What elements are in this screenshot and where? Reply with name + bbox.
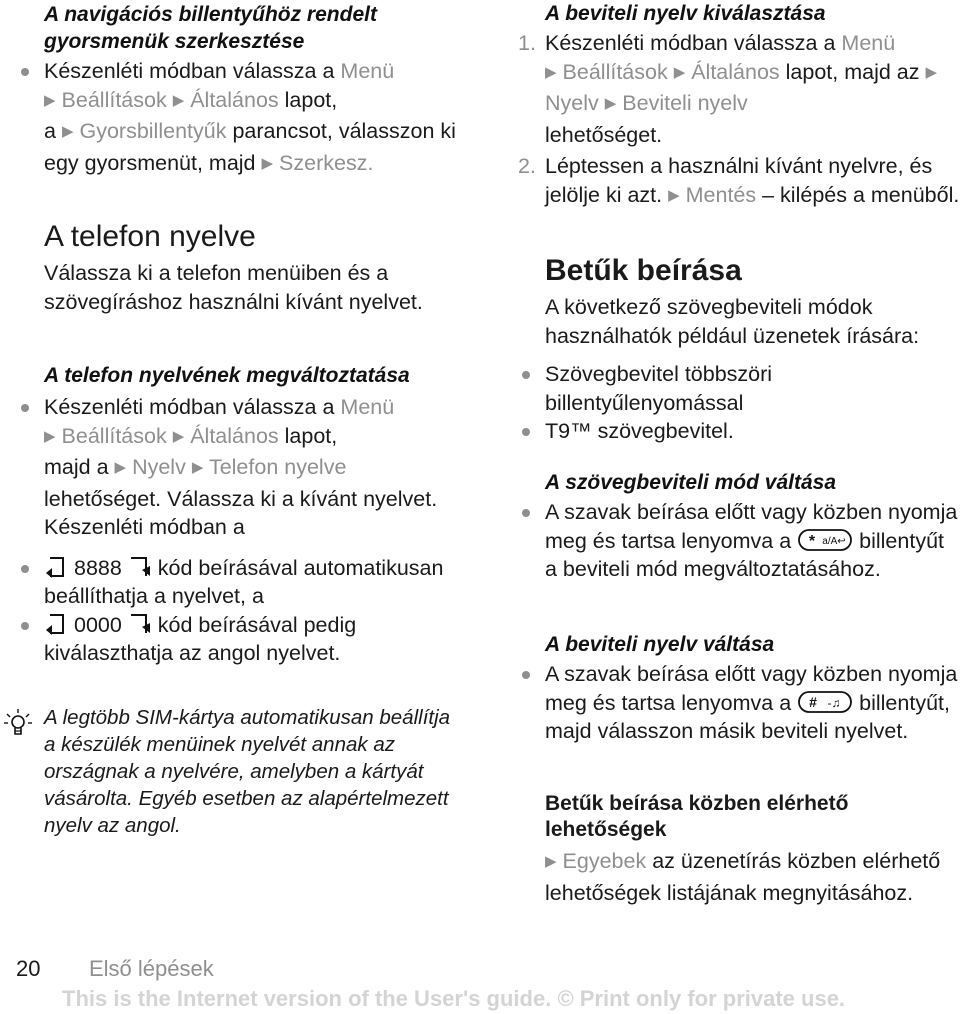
language-switch-list [545, 660, 960, 746]
standby-text: Készenléti módban a [44, 515, 245, 539]
list-item [545, 498, 960, 584]
arrow-right-icon: ▶ [44, 427, 56, 445]
mode-switch-heading: A szövegbeviteli mód váltása [545, 471, 836, 494]
menu-link: Mentés [685, 182, 757, 207]
list-item [44, 554, 474, 611]
menu-link: Menü [841, 31, 896, 55]
arrow-right-icon: ▶ [668, 186, 680, 204]
svg-text:*: * [809, 532, 816, 550]
svg-text:-♫: -♫ [827, 695, 841, 710]
arrow-right-icon: ▶ [925, 63, 938, 81]
text: Készenléti módban válassza a [44, 395, 335, 419]
list-item [44, 393, 474, 513]
lightbulb-icon [3, 706, 33, 742]
menu-link: Egyebek [562, 849, 647, 873]
shortcut-heading: A navigációs billentyűhöz rendelt gyorsmenük szerkesztése [44, 3, 377, 53]
text: a [44, 119, 56, 143]
arrow-right-icon: ▶ [172, 427, 185, 445]
menu-link: Általános [190, 87, 279, 112]
arrow-right-icon: ▶ [44, 91, 56, 109]
chapter-title: Első lépések [89, 956, 214, 981]
list-item: T9™ szövegbevitel. [545, 417, 960, 446]
code-value: 0000 [73, 612, 122, 637]
change-language-heading: A telefon nyelvének megváltoztatása [44, 364, 410, 387]
call-key-icon [44, 613, 68, 635]
step-number: 1. [518, 31, 536, 55]
code-list [44, 554, 474, 668]
list-item [545, 660, 960, 746]
text: billentyűt a beviteli mód megváltoztatásához. [545, 528, 944, 581]
end-key-icon [128, 556, 152, 578]
menu-link: Beviteli nyelv [622, 91, 748, 115]
menu-link: Beállítások [61, 423, 167, 448]
menu-link: Beállítások [562, 59, 668, 84]
call-key-icon [44, 556, 68, 578]
text: lehetőséget. [545, 122, 663, 147]
text: az üzenetírás közben elérhető lehetőségek listájának megnyitásához. [545, 849, 941, 905]
text: Készenléti módban válassza a [44, 59, 335, 83]
text: A szavak beírása előtt vagy közben nyomja meg és tartsa lenyomva a [545, 662, 958, 715]
phone-language-intro: Válassza ki a telefon menüiben és a szövegíráshoz használni kívánt nyelvet. [44, 261, 423, 314]
text: billentyűt, majd válasszon másik beviteli nyelvet. [545, 690, 950, 743]
options-heading: Betűk beírása közben elérhető lehetőségek [545, 792, 849, 841]
text: parancsot, válasszon ki egy gyorsmenüt, majd [44, 119, 456, 175]
menu-link: Általános [691, 59, 780, 84]
star-key-icon [797, 528, 853, 552]
text: lapot, [284, 87, 338, 112]
menu-link: Beállítások [61, 87, 167, 112]
language-switch-heading: A beviteli nyelv váltása [545, 633, 775, 656]
svg-text:a/A↩: a/A↩ [822, 535, 846, 547]
page-number: 20 [16, 956, 41, 981]
step-number: 2. [518, 154, 536, 178]
watermark: This is the Internet version of the User's guide. © Print only for private use. [62, 986, 846, 1011]
text: kód beírásával automatikusan beállíthatja a nyelvet, a [44, 555, 444, 608]
list-item: Szövegbevitel többszöri billentyűlenyomással [545, 360, 960, 417]
menu-link: Menü [340, 59, 395, 83]
arrow-right-icon: ▶ [673, 63, 686, 81]
text: kód beírásával pedig kiválaszthatja az angol nyelvet. [44, 612, 357, 665]
text: lapot, majd az [785, 59, 920, 84]
text: A szavak beírása előtt vagy közben nyomja meg és tartsa lenyomva a [545, 500, 958, 553]
shortcut-list [44, 57, 474, 180]
menu-link: Menü [340, 395, 395, 419]
hash-key-icon [797, 690, 853, 714]
list-item [44, 57, 474, 180]
menu-link: Nyelv [545, 91, 599, 115]
letters-intro: A következő szövegbeviteli módok használhatók például üzenetek írására: [545, 295, 920, 348]
step-item [518, 29, 960, 149]
change-language-list [44, 393, 474, 513]
text: Léptessen a használni kívánt nyelvre, és jelölje ki azt. [545, 154, 933, 207]
list-item [44, 611, 474, 668]
arrow-right-icon: ▶ [114, 459, 127, 476]
note-text: A legtöbb SIM-kártya automatikusan beállítja a készülék menüinek nyelvét annak az országnak a nyelvére, amelyben a kártyát vásárolta. Egyéb esetben az alapértelmezett nyelv az angol. [44, 706, 451, 837]
arrow-right-icon: ▶ [191, 459, 204, 476]
arrow-right-icon: ▶ [172, 91, 185, 109]
text: Készenléti módban válassza a [545, 31, 836, 55]
note-box [44, 704, 459, 839]
menu-link: Telefon nyelve [208, 455, 347, 479]
menu-link: Nyelv [132, 455, 186, 479]
input-modes-list [545, 360, 960, 446]
letters-title: Betűk beírása [545, 254, 742, 287]
text: lapot, [284, 423, 338, 448]
menu-link: Általános [190, 423, 279, 448]
svg-text:#: # [809, 693, 818, 710]
arrow-right-icon: ▶ [61, 123, 74, 140]
input-language-heading: A beviteli nyelv kiválasztása [545, 2, 826, 25]
options-text [545, 847, 960, 907]
arrow-right-icon: ▶ [545, 63, 557, 81]
arrow-right-icon: ▶ [545, 853, 557, 870]
code-value: 8888 [73, 555, 122, 580]
phone-language-title: A telefon nyelve [44, 220, 256, 253]
menu-link: Szerkesz. [279, 150, 374, 175]
end-key-icon [128, 613, 152, 635]
arrow-right-icon: ▶ [261, 154, 274, 172]
text: – kilépés a menüből. [762, 182, 960, 207]
mode-switch-list [545, 498, 960, 584]
steps-list [518, 29, 960, 212]
text: majd a [44, 455, 109, 479]
step-item [518, 152, 960, 212]
menu-link: Gyorsbillentyűk [79, 119, 227, 143]
arrow-right-icon: ▶ [604, 95, 617, 112]
text: lehetőséget. Válassza ki a kívánt nyelvet. [44, 486, 438, 511]
